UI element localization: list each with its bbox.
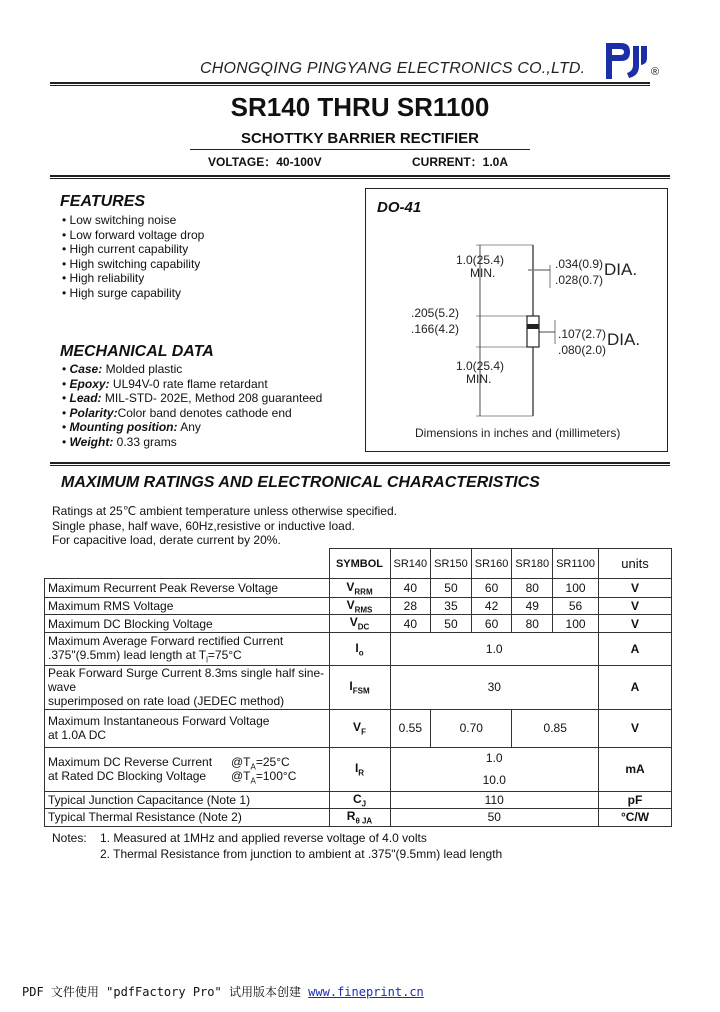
mechanical-list (62, 362, 322, 449)
features-list (62, 213, 204, 300)
table-row (45, 809, 672, 826)
section-rule (50, 462, 670, 464)
table-cell: 1.0 (390, 632, 599, 665)
ratings-note-3: For capacitive load, derate current by 20%. (52, 533, 281, 547)
mech-text: Any (177, 420, 201, 434)
mech-label: Case: (69, 362, 103, 376)
table-cell: 60 (471, 615, 512, 632)
header-rule (50, 82, 650, 84)
mech-text: Color band denotes cathode end (117, 405, 292, 420)
part-header: SR1100 (553, 549, 599, 579)
table-cell: 40 (390, 579, 431, 598)
ratings-heading: MAXIMUM RATINGS AND ELECTRONICAL CHARACTERISTICS (61, 474, 540, 491)
feature-text: High switching capability (69, 256, 201, 271)
table-cell: 42 (471, 598, 512, 615)
table-cell: 0.85 (512, 709, 599, 747)
table-cell: 100 (553, 579, 599, 598)
mech-text: Molded plastic (102, 362, 183, 376)
table-cell: 0.55 (390, 709, 431, 747)
list-item: • Low switching noise (62, 213, 177, 227)
row-symbol: $V_F$ (329, 709, 390, 747)
row-symbol: $I_o$ (329, 632, 390, 665)
row-label-line: Maximum DC Reverse Current $@T_A=25^\circ C$ (48, 755, 290, 772)
row-unit: V (599, 615, 672, 632)
row-label-line: at Rated DC Blocking Voltage $@T_A=100^\circ C$ (48, 769, 297, 786)
characteristics-table (44, 548, 672, 827)
row-label-line: Maximum Average Forward rectified Current (48, 633, 284, 648)
table-row (45, 632, 672, 665)
mech-label: Lead: (69, 391, 102, 405)
row-unit: pF (599, 791, 672, 808)
list-item: • Lead: MIL-STD- 202E, Method 208 guaranteed (62, 391, 323, 405)
table-cell: 40 (390, 615, 431, 632)
table-cell: 60 (471, 579, 512, 598)
table-cell: 50 (431, 615, 472, 632)
table-cell: 80 (512, 615, 553, 632)
list-item: • Epoxy: UL94V-0 rate flame retardant (62, 376, 268, 391)
row-unit: mA (599, 747, 672, 791)
current-spec: CURRENT：1.0A (412, 155, 509, 169)
table-cell: 100 (553, 615, 599, 632)
row-unit: °C/W (599, 809, 672, 826)
registered-mark: ® (651, 66, 660, 78)
lead-length-top: 1.0(25.4) (456, 253, 505, 267)
table-cell: 56 (553, 598, 599, 615)
row-symbol: $I_R$ (329, 747, 390, 791)
list-item: • Case: Molded plastic (62, 362, 183, 376)
row-symbol: $V_{DC}$ (329, 615, 390, 632)
row-label: Typical Thermal Resistance (Note 2) (45, 809, 330, 826)
row-symbol: $C_J$ (329, 791, 390, 808)
list-item: • Low forward voltage drop (62, 227, 205, 242)
table-cell: 80 (512, 579, 553, 598)
voltage-spec: VOLTAGE：40-100V (208, 155, 322, 169)
page-title: SR140 THRU SR1100 (230, 92, 490, 122)
header-rule-thin (50, 85, 650, 86)
company-name: CHONGQING PINGYANG ELECTRONICS CO.,LTD. (200, 60, 586, 77)
table-cell: 50 (390, 809, 599, 826)
dimension-caption: Dimensions in inches and (millimeters) (415, 426, 621, 440)
row-symbol: $R_{\theta JA}$ (329, 809, 390, 826)
row-label-line: superimposed on rate load (JEDEC method) (48, 694, 285, 709)
row-unit: A (599, 665, 672, 709)
mech-text: MIL-STD- 202E, Method 208 guaranteed (101, 391, 323, 405)
row-label (45, 665, 330, 709)
footer-text: PDF 文件使用 "pdfFactory Pro" 试用版本创建 (22, 985, 309, 999)
page-subtitle: SCHOTTKY BARRIER RECTIFIER (240, 130, 480, 147)
row-label-line: Maximum Instantaneous Forward Voltage (48, 714, 270, 729)
footer-link[interactable]: www.fineprint.cn (308, 985, 424, 999)
table-cell: 28 (390, 598, 431, 615)
row-symbol: $V_{RMS}$ (329, 598, 390, 615)
lead-diameter-min: .028(0.7) (555, 273, 604, 287)
row-symbol: $I_{FSM}$ (329, 665, 390, 709)
body-diameter-max: .107(2.7) (558, 327, 607, 341)
feature-text: High reliability (69, 271, 145, 285)
row-label-line: Peak Forward Surge Current 8.3ms single half sine-wave (48, 666, 325, 695)
list-item: • High reliability (62, 271, 145, 285)
row-label (45, 709, 330, 747)
section-rule-thin (50, 178, 670, 179)
feature-text: High current capability (69, 242, 189, 256)
list-item: • High surge capability (62, 285, 181, 300)
mech-label: Weight: (69, 434, 114, 449)
row-unit: V (599, 598, 672, 615)
notes-label: Notes: (52, 831, 87, 845)
lead-diameter-max: .034(0.9) (555, 257, 604, 271)
list-item: • Mounting position: Any (62, 420, 201, 434)
table-row (45, 747, 672, 791)
table-cell (390, 747, 599, 791)
row-label: Typical Junction Capacitance (Note 1) (45, 791, 330, 808)
ir-value-100c: 10.0 (482, 773, 506, 788)
part-header: SR180 (512, 549, 553, 579)
row-unit: V (599, 579, 672, 598)
ratings-note-2: Single phase, half wave, 60Hz,resistive or inductive load. (52, 519, 355, 533)
body-length-min: .166(4.2) (411, 322, 460, 336)
lead-diameter-label: DIA. (604, 260, 638, 279)
note-1: 1. Measured at 1MHz and applied reverse voltage of 4.0 volts (100, 831, 427, 845)
ir-value-25c: 1.0 (485, 751, 503, 766)
row-label-line: .375"(9.5mm) lead length at $T_l=75^\circ C$ (48, 647, 242, 664)
subtitle-rule (190, 149, 530, 150)
mech-text: 0.33 grams (113, 434, 177, 449)
table-row (45, 665, 672, 709)
row-symbol: $V_{RRM}$ (329, 579, 390, 598)
table-cell: 30 (390, 665, 599, 709)
feature-text: High surge capability (69, 285, 181, 300)
body-diameter-min: .080(2.0) (558, 343, 607, 357)
part-header: SR140 (390, 549, 431, 579)
row-label-line: at 1.0A DC (48, 728, 107, 743)
row-label: Maximum Recurrent Peak Reverse Voltage (45, 579, 330, 598)
lead-length-top-min: MIN. (470, 266, 496, 280)
table-cell: 0.70 (431, 709, 512, 747)
row-unit: A (599, 632, 672, 665)
mech-label: Epoxy: (69, 376, 110, 391)
list-item: • Weight: 0.33 grams (62, 434, 177, 449)
list-item: • High current capability (62, 242, 189, 256)
section-rule (50, 175, 670, 177)
table-row (45, 709, 672, 747)
feature-text: Low switching noise (69, 213, 177, 227)
table-cell: 49 (512, 598, 553, 615)
table-row (45, 579, 672, 598)
ratings-note-1: Ratings at 25℃ ambient temperature unless otherwise specified. (52, 504, 397, 518)
part-header: SR150 (431, 549, 472, 579)
units-header: units (599, 549, 672, 579)
row-label (45, 747, 330, 791)
pdf-footer (22, 983, 424, 1000)
mech-label: Polarity: (69, 405, 118, 420)
row-label (45, 632, 330, 665)
feature-text: Low forward voltage drop (69, 227, 205, 242)
symbol-header: SYMBOL (329, 549, 390, 579)
section-rule-thin (50, 465, 670, 466)
company-logo (603, 40, 660, 82)
lead-length-bottom-min: MIN. (466, 372, 492, 386)
package-title: DO-41 (377, 199, 422, 216)
table-row (45, 598, 672, 615)
table-cell: 35 (431, 598, 472, 615)
mech-text: UL94V-0 rate flame retardant (109, 376, 268, 391)
part-header: SR160 (471, 549, 512, 579)
pingyang-logo-icon (603, 40, 655, 82)
table-row (45, 615, 672, 632)
mechanical-heading: MECHANICAL DATA (60, 343, 214, 360)
table-corner (45, 549, 330, 579)
features-heading: FEATURES (60, 193, 146, 210)
lead-length-bottom: 1.0(25.4) (456, 359, 505, 373)
mech-label: Mounting position: (69, 420, 178, 434)
body-length-max: .205(5.2) (411, 306, 460, 320)
table-row (45, 791, 672, 808)
row-label: Maximum RMS Voltage (45, 598, 330, 615)
list-item: • High switching capability (62, 256, 201, 271)
table-cell: 50 (431, 579, 472, 598)
row-unit: V (599, 709, 672, 747)
row-label: Maximum DC Blocking Voltage (45, 615, 330, 632)
note-2: 2. Thermal Resistance from junction to ambient at .375"(9.5mm) lead length (100, 847, 503, 861)
table-cell: 110 (390, 791, 599, 808)
list-item: • Polarity:Color band denotes cathode end (62, 405, 292, 420)
body-diameter-label: DIA. (607, 330, 641, 349)
table-header-row (45, 549, 672, 579)
